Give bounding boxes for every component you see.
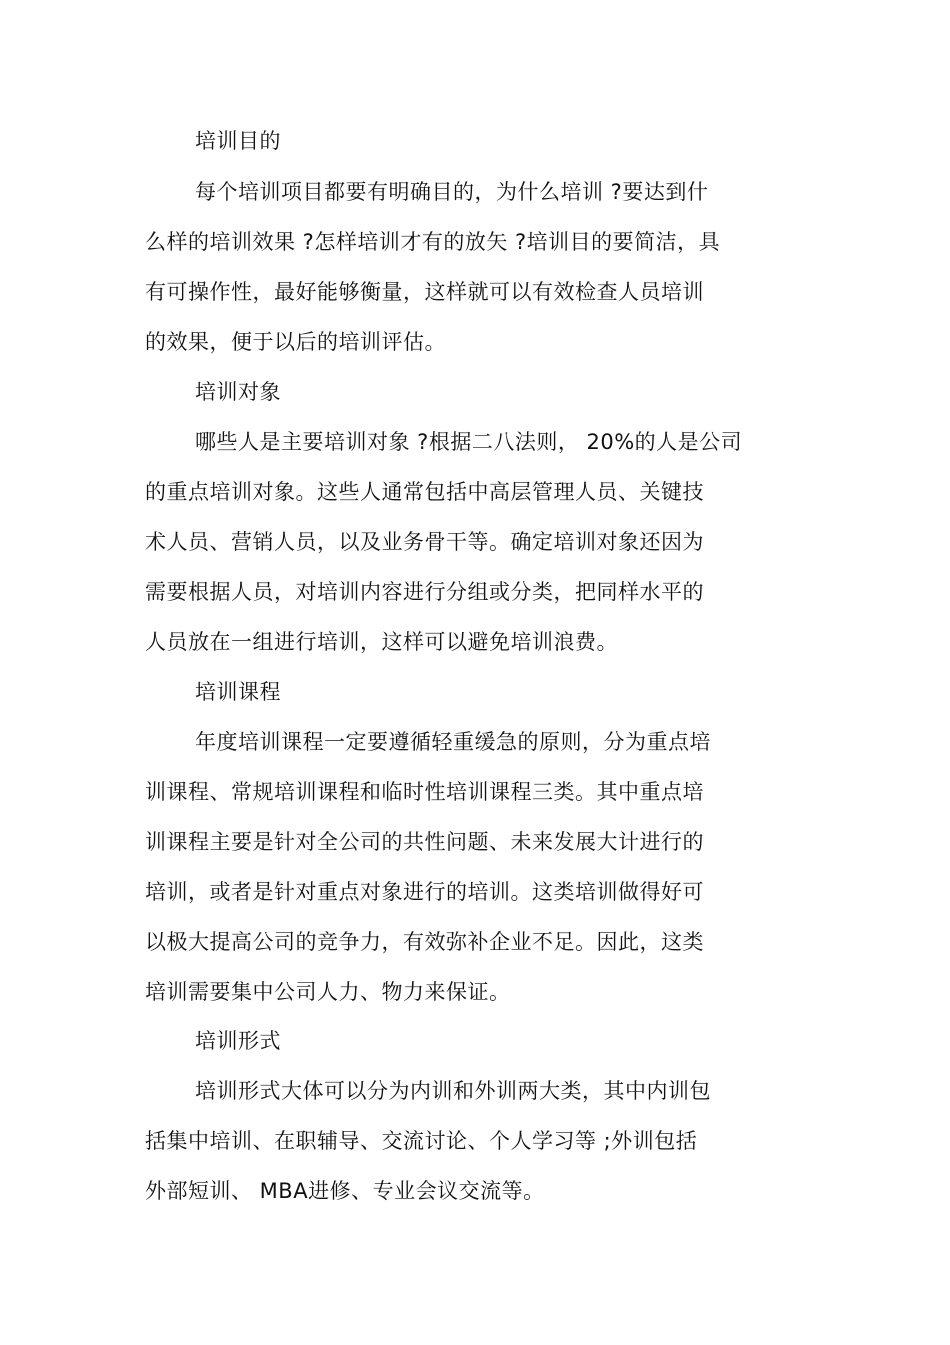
paragraph-line: 的效果，便于以后的培训评估。 (145, 330, 446, 354)
paragraph-line: 培训形式大体可以分为内训和外训两大类，其中内训包 (195, 1079, 711, 1103)
paragraph-line: 哪些人是主要培训对象 ?根据二八法则， 20%的人是公司 (195, 430, 743, 454)
paragraph-line: 有可操作性，最好能够衡量，这样就可以有效检查人员培训 (145, 280, 704, 304)
paragraph-line: 培训，或者是针对重点对象进行的培训。这类培训做得好可 (145, 880, 704, 904)
paragraph-line: 每个培训项目都要有明确目的，为什么培训 ?要达到什 (195, 180, 709, 204)
paragraph-line: 么样的培训效果 ?怎样培训才有的放矢 ?培训目的要简洁，具 (145, 230, 721, 254)
paragraph-line: 以极大提高公司的竞争力，有效弥补企业不足。因此，这类 (145, 930, 704, 954)
section-heading: 培训形式 (195, 1029, 281, 1053)
paragraph-line: 年度培训课程一定要遵循轻重缓急的原则，分为重点培 (195, 730, 711, 754)
section-heading: 培训课程 (195, 680, 281, 704)
paragraph-line: 括集中培训、在职辅导、交流讨论、个人学习等 ;外训包括 (145, 1129, 698, 1153)
paragraph-line: 人员放在一组进行培训，这样可以避免培训浪费。 (145, 630, 618, 654)
paragraph-line: 的重点培训对象。这些人通常包括中高层管理人员、关键技 (145, 480, 704, 504)
paragraph-line: 术人员、营销人员，以及业务骨干等。确定培训对象还因为 (145, 530, 704, 554)
paragraph-line: 训课程主要是针对全公司的共性问题、未来发展大计进行的 (145, 830, 704, 854)
paragraph-line: 训课程、常规培训课程和临时性培训课程三类。其中重点培 (145, 780, 704, 804)
paragraph-line: 需要根据人员，对培训内容进行分组或分类，把同样水平的 (145, 580, 704, 604)
section-heading: 培训对象 (195, 380, 281, 404)
paragraph-line: 外部短训、 MBA进修、专业会议交流等。 (145, 1179, 545, 1203)
paragraph-line: 培训需要集中公司人力、物力来保证。 (145, 980, 511, 1004)
section-heading: 培训目的 (195, 129, 281, 153)
